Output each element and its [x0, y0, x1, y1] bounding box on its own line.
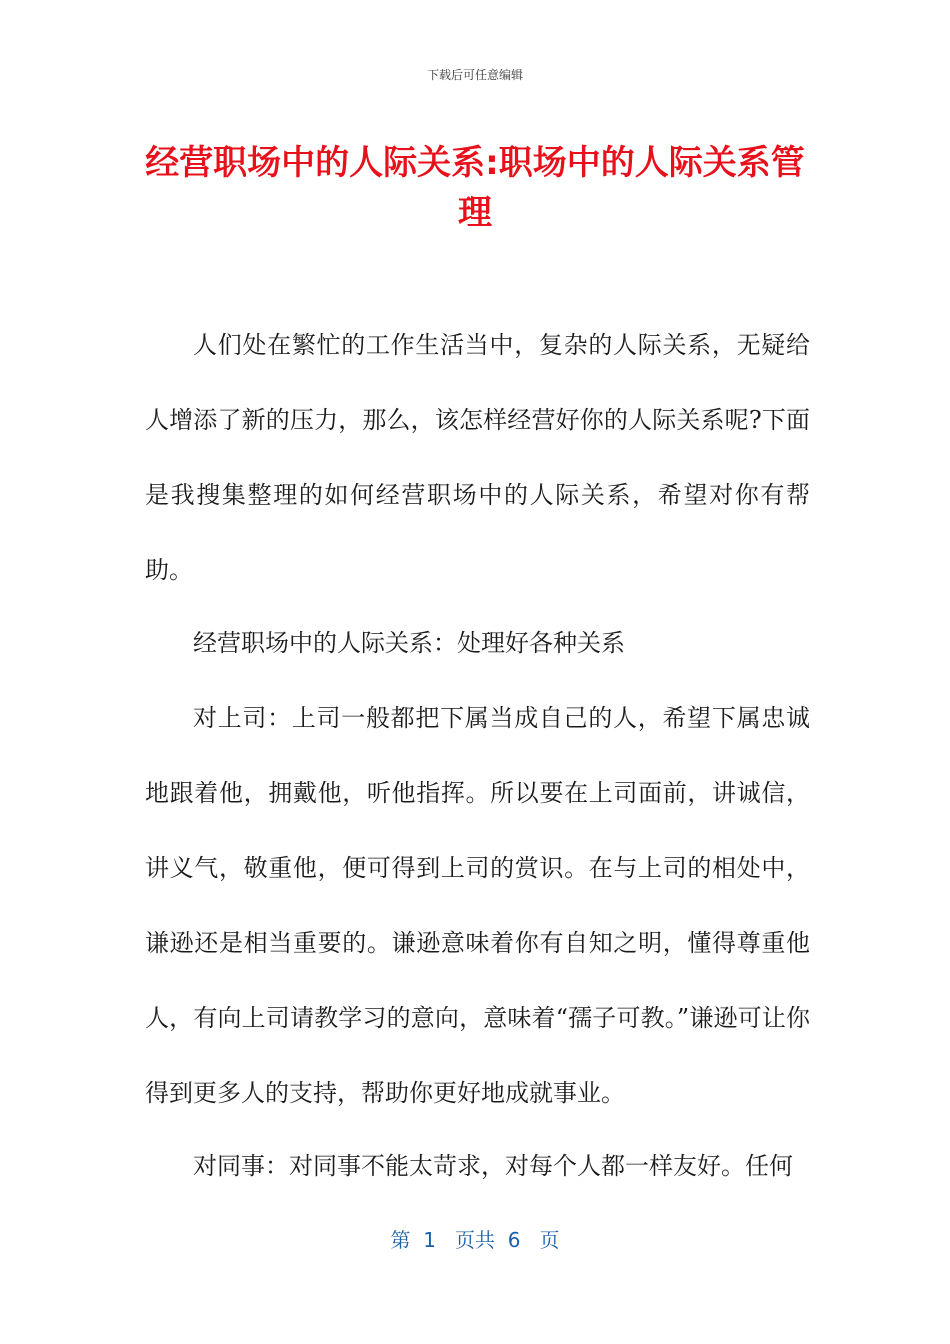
- paragraph-text: 人们处在繁忙的工作生活当中，复杂的人际关系，无疑给人增添了新的压力，那么，该怎样经营好你的人际关系呢?下面是我搜集整理的如何经营职场中的人际关系，希望对你有帮助。: [145, 331, 810, 584]
- page-number-footer: 第 1 页共 6 页: [390, 1228, 560, 1252]
- paragraph-intro: [145, 308, 810, 608]
- paragraph-superior: [145, 681, 810, 1131]
- paragraph-text: 对上司：上司一般都把下属当成自己的人，希望下属忠诚地跟着他，拥戴他，听他指挥。所以要在上司面前，讲诚信，讲义气，敬重他，便可得到上司的赏识。在与上司的相处中，谦逊还是相当重要的。谦逊意味着你有自知之明，懂得尊重他人，有向上司请教学习的意向，意味着“孺子可教。”谦逊可让你得到更多人的支持，帮助你更好地成就事业。: [145, 704, 810, 1107]
- paragraph-colleague: [145, 1129, 810, 1204]
- paragraph-text: 对同事：对同事不能太苛求，对每个人都一样友好。任何: [193, 1152, 793, 1180]
- section-heading: [145, 606, 810, 681]
- document-title: 经营职场中的人际关系:职场中的人际关系管理: [145, 143, 805, 233]
- header-note: 下载后可任意编辑: [426, 68, 523, 82]
- section-heading-text: 经营职场中的人际关系：处理好各种关系: [193, 629, 625, 657]
